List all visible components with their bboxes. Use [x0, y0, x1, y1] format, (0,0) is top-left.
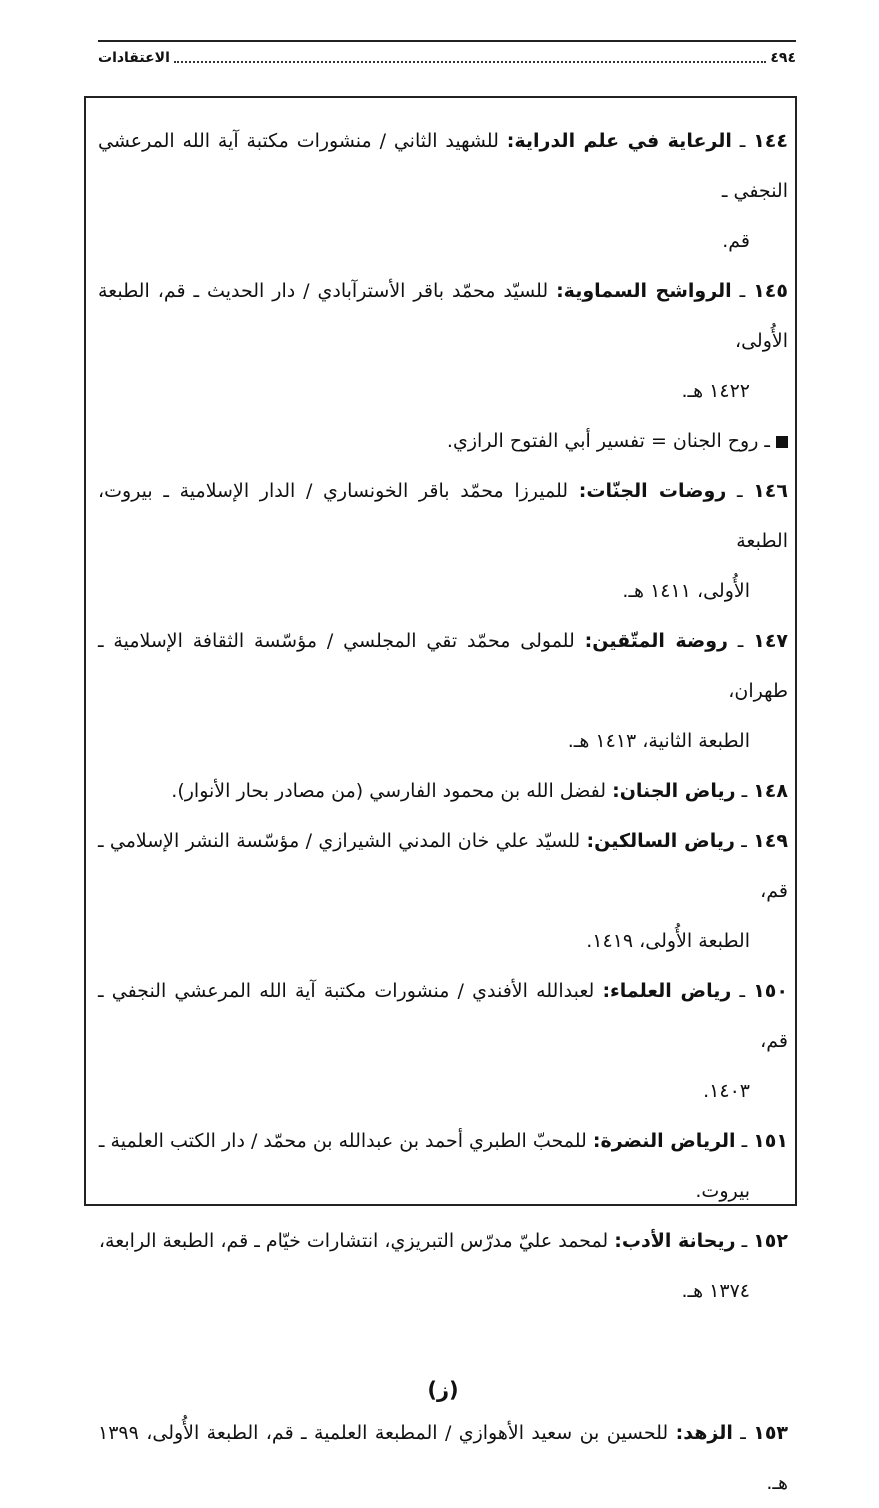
entry-title: رياض السالكين:	[586, 830, 735, 852]
entry-number: ١٤٧	[753, 630, 789, 652]
entry-continuation: ١٤٢٢ هـ.	[681, 380, 750, 402]
bibliography-entry-148	[98, 766, 788, 816]
entry-details: للمحبّ الطبري أحمد بن عبدالله بن محمّد / دار الكتب العلمية ـ	[98, 1130, 587, 1152]
entry-continuation: الأُولى، ١٤١١ هـ.	[622, 580, 750, 602]
entry-continuation: الطبعة الأُولى، ١٤١٩.	[586, 930, 750, 952]
entry-line-1: ١٤٤ ـ الرعاية في علم الدراية: للشهيد الثاني / منشورات مكتبة آية الله المرعشي النجفي ـ	[98, 130, 788, 202]
entry-line-1: ١٤٩ ـ رياض السالكين: للسيّد علي خان المدني الشيرازي / مؤسّسة النشر الإسلامي ـ قم،	[98, 830, 788, 902]
entry-number: ١٤٥	[753, 280, 788, 302]
entry-number: ١٤٤	[753, 130, 788, 152]
entry-continuation: ١٣٧٤ هـ.	[681, 1280, 750, 1302]
entry-details: للسيّد علي خان المدني الشيرازي / مؤسّسة النشر الإسلامي ـ قم،	[98, 830, 788, 902]
entry-title: الرعاية في علم الدراية:	[506, 130, 732, 152]
entry-title: رياض الجنان:	[612, 780, 736, 802]
bibliography-entry-145	[98, 266, 788, 416]
entry-title: ريحانة الأدب:	[614, 1230, 736, 1252]
entry-number: ١٥٠	[753, 980, 788, 1002]
entry-details: للميرزا محمّد باقر الخونساري / الدار الإسلامية ـ بيروت، الطبعة	[98, 480, 788, 552]
cross-reference-entry	[98, 416, 788, 466]
entry-line-1: ١٥١ ـ الرياض النضرة: للمحبّ الطبري أحمد بن عبدالله بن محمّد / دار الكتب العلمية ـ	[98, 1130, 788, 1152]
entry-line-1: ١٤٧ ـ روضة المتّقين: للمولى محمّد تقي المجلسي / مؤسّسة الثقافة الإسلامية ـ طهران،	[98, 630, 789, 702]
bibliography-list	[98, 116, 788, 1508]
bibliography-entry-149	[98, 816, 788, 966]
entry-number: ١٤٩	[753, 830, 788, 852]
entry-details: لفضل الله بن محمود الفارسي (من مصادر بحار الأنوار).	[171, 780, 607, 802]
entry-line-1: ١٥٠ ـ رياض العلماء: لعبدالله الأفندي / منشورات مكتبة آية الله المرعشي النجفي ـ قم،	[98, 980, 788, 1052]
entry-line-1: ـ روح الجنان = تفسير أبي الفتوح الرازي.	[98, 416, 788, 466]
entry-details: للشهيد الثاني / منشورات مكتبة آية الله المرعشي النجفي ـ	[98, 130, 788, 202]
entry-title: روضة المتّقين:	[584, 630, 728, 652]
bibliography-entry-150	[98, 966, 788, 1116]
header-rule	[98, 40, 796, 42]
entry-line-1: ١٥٢ ـ ريحانة الأدب: لمحمد عليّ مدرّس التبريزي، انتشارات خيّام ـ قم، الطبعة الرابعة،	[98, 1230, 788, 1252]
entry-details: لعبدالله الأفندي / منشورات مكتبة آية الله المرعشي النجفي ـ قم،	[98, 980, 788, 1052]
entry-details: لمحمد عليّ مدرّس التبريزي، انتشارات خيّام ـ قم، الطبعة الرابعة،	[98, 1230, 609, 1252]
entry-continuation: الطبعة الثانية، ١٤١٣ هـ.	[567, 730, 750, 752]
entry-details: للسيّد محمّد باقر الأسترآبادي / دار الحديث ـ قم، الطبعة الأُولى،	[98, 280, 788, 352]
bibliography-entry-152	[98, 1216, 788, 1316]
entry-number: ١٥٢	[753, 1230, 788, 1252]
square-bullet-icon	[776, 436, 788, 448]
running-header	[98, 30, 796, 76]
bibliography-entry-153	[98, 1408, 788, 1508]
bibliography-entry-144	[98, 116, 788, 266]
crossref-text: روح الجنان = تفسير أبي الفتوح الرازي.	[446, 430, 759, 452]
header-line	[98, 50, 796, 66]
entry-line-1: ١٤٥ ـ الرواشح السماوية: للسيّد محمّد باقر الأسترآبادي / دار الحديث ـ قم، الطبعة الأُولى،	[98, 280, 788, 352]
entry-title: الزهد:	[675, 1422, 733, 1444]
bibliography-entry-146	[98, 466, 788, 616]
entry-continuation: بيروت.	[695, 1180, 750, 1202]
entry-number: ١٥١	[753, 1130, 788, 1152]
entry-title: رياض العلماء:	[602, 980, 732, 1002]
entry-details: للمولى محمّد تقي المجلسي / مؤسّسة الثقافة الإسلامية ـ طهران،	[98, 630, 788, 702]
bibliography-entry-151	[98, 1116, 788, 1216]
header-title: الاعتقادات	[98, 50, 170, 66]
section-heading: (ز)	[427, 1378, 459, 1402]
bibliography-entry-147	[98, 616, 788, 766]
entry-number: ١٤٦	[753, 480, 788, 502]
entry-title: الرواشح السماوية:	[556, 280, 732, 302]
entry-details: للحسين بن سعيد الأهوازي / المطبعة العلمية ـ قم، الطبعة الأُولى، ١٣٩٩ هـ.	[98, 1422, 788, 1494]
entry-title: الرياض النضرة:	[592, 1130, 736, 1152]
entry-line-1: ١٤٦ ـ روضات الجنّات: للميرزا محمّد باقر الخونساري / الدار الإسلامية ـ بيروت، الطبعة	[98, 480, 788, 552]
page-number: ٤٩٤	[770, 50, 796, 66]
entry-number: ١٥٣	[753, 1422, 789, 1444]
entry-title: روضات الجنّات:	[578, 480, 727, 502]
entry-continuation: قم.	[722, 230, 750, 252]
entry-continuation: ١٤٠٣.	[703, 1080, 750, 1102]
entry-line-1: ١٤٨ ـ رياض الجنان: لفضل الله بن محمود الفارسي (من مصادر بحار الأنوار).	[171, 780, 788, 802]
entry-line-1: ١٥٣ ـ الزهد: للحسين بن سعيد الأهوازي / المطبعة العلمية ـ قم، الطبعة الأُولى، ١٣٩٩ هـ.	[98, 1422, 789, 1494]
header-dot-leader	[174, 53, 766, 63]
entry-number: ١٤٨	[753, 780, 788, 802]
